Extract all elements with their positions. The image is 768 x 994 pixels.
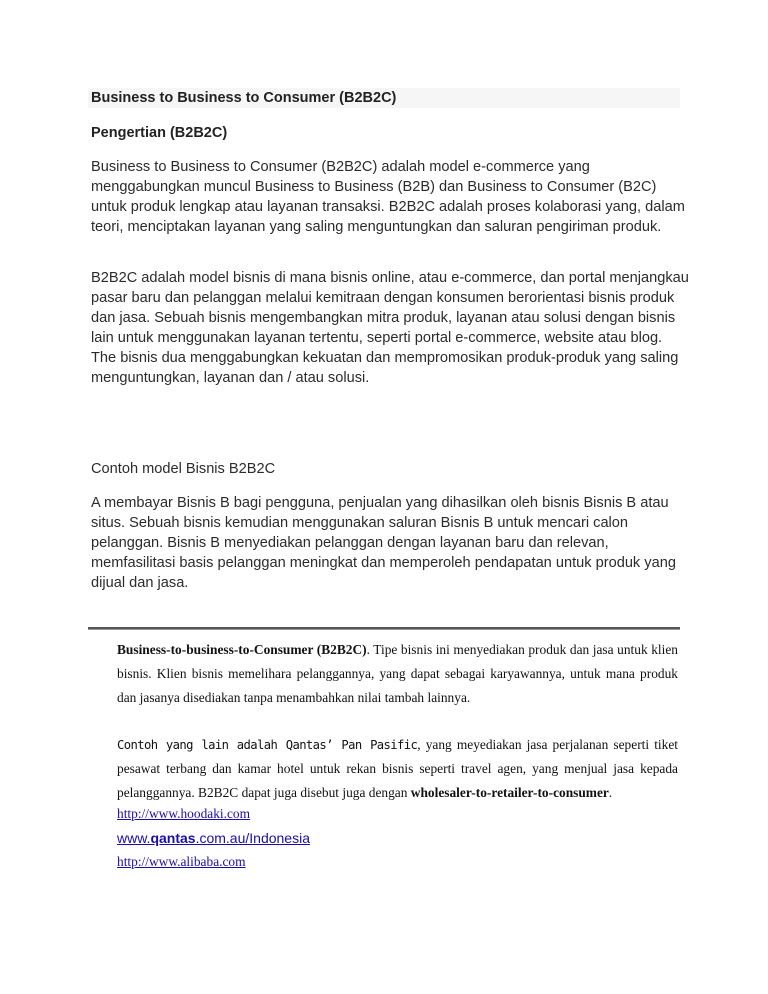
- quote-alias: wholesaler-to-retailer-to-consumer: [410, 785, 609, 800]
- section-heading-definition: Pengertian (B2B2C): [91, 125, 228, 141]
- document-title: Business to Business to Consumer (B2B2C): [91, 90, 397, 106]
- paragraph-definition: Business to Business to Consumer (B2B2C) adalah model e-commerce yang menggabungkan muncul Business to Business (B2B) dan Business to Consumer (B2C) untuk produk lengkap atau layanan transaksi. B2B2C adalah proses kolaborasi yang, dalam teori, menciptakan layanan yang saling menguntungkan dan saluran pengiriman produk.: [91, 159, 685, 235]
- quote-example-text: , yang meyediakan jasa perjalanan seperti tiket pesawat terbang dan kamar hotel untuk rekan bisnis seperti travel agen, yang menjual jasa kepada pelanggannya. B2B2C dapat juga disebut juga dengan: [117, 737, 678, 800]
- paragraph-example: A membayar Bisnis B bagi pengguna, penjualan yang dihasilkan oleh bisnis Bisnis B atau situs. Sebuah bisnis kemudian menggunakan saluran Bisnis B untuk mencari calon pelanggan. Bisnis B menyediakan pelanggan dengan layanan baru dan relevan, memfasilitasi basis pelanggan meningkat dan memperoleh pendapatan untuk produk yang dijual dan jasa.: [91, 495, 676, 591]
- link-qantas[interactable]: [117, 830, 310, 846]
- link-qantas-suffix: .com.au/Indonesia: [195, 830, 310, 846]
- quote-definition: [117, 638, 678, 710]
- quote-example-lead: Contoh yang lain adalah Qantas’ Pan Pasific: [117, 738, 418, 752]
- link-hoodaki[interactable]: http://www.hoodaki.com: [117, 806, 251, 821]
- quote-alias-end: .: [608, 785, 613, 800]
- paragraph-model: B2B2C adalah model bisnis di mana bisnis online, atau e-commerce, dan portal menjangkau pasar baru dan pelanggan melalui kemitraan dengan konsumen berorientasi bisnis produk dan jasa. Sebuah bisnis mengembangkan mitra produk, layanan atau solusi dengan bisnis lain untuk menggunakan layanan tertentu, seperti portal e-commerce, website atau blog. The bisnis dua menggabungkan kekuatan dan mempromosikan produk-produk yang saling menguntungkan, layanan dan / atau solusi.: [91, 270, 689, 386]
- quote-example: [117, 733, 678, 805]
- section-heading-example: Contoh model Bisnis B2B2C: [91, 461, 276, 477]
- quote-definition-text: . Tipe bisnis ini menyediakan produk dan jasa untuk klien bisnis. Klien bisnis memelihara pelanggannya, yang dapat sebagai karyawannya, untuk mana produk dan jasanya disediakan tanpa menambahkan nilai tambah lainnya.: [117, 642, 678, 705]
- link-qantas-prefix: www.: [117, 830, 151, 846]
- link-qantas-bold: qantas: [150, 830, 196, 846]
- link-alibaba[interactable]: http://www.alibaba.com: [117, 854, 246, 869]
- section-divider: [88, 627, 680, 630]
- quote-term: Business-to-business-to-Consumer (B2B2C): [117, 642, 367, 657]
